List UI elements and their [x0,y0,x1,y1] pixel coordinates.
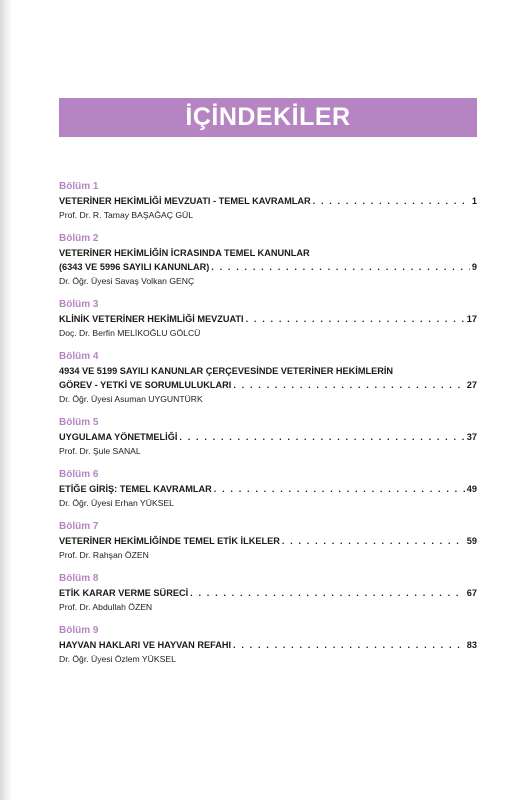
toc-header-banner [59,98,477,137]
page-number: 37 [466,432,477,442]
page-number: 83 [466,640,477,650]
chapter-title-line [59,586,477,600]
dot-leader [246,312,465,326]
chapter-label: Bölüm 6 [59,469,99,480]
chapter-title: ETİĞE GİRİŞ: TEMEL KAVRAMLAR [59,484,212,494]
chapter-title-line [59,194,477,208]
chapter-label: Bölüm 1 [59,181,99,192]
dot-leader [233,638,465,652]
dot-leader [211,260,470,274]
chapter-title: UYGULAMA YÖNETMELİĞİ [59,432,178,442]
chapter-author: Dr. Öğr. Üyesi Asuman UYGUNTÜRK [59,394,203,404]
toc-entry[interactable] [59,232,477,288]
book-spine-shadow [0,0,12,800]
chapter-title-line [59,364,477,378]
toc-entry[interactable] [59,350,477,406]
chapter-author: Doç. Dr. Berfin MELİKOĞLU GÖLCÜ [59,328,201,338]
dot-leader [313,194,470,208]
chapter-title: GÖREV - YETKİ VE SORUMLULUKLARI [59,380,232,390]
dot-leader [282,534,465,548]
toc-entry[interactable] [59,520,477,562]
chapter-title-line [59,312,477,326]
chapter-author: Dr. Öğr. Üyesi Özlem YÜKSEL [59,654,176,664]
chapter-author: Prof. Dr. R. Tamay BAŞAĞAÇ GÜL [59,210,194,220]
chapter-title: ETİK KARAR VERME SÜRECİ [59,588,189,598]
chapter-title-line [59,378,477,392]
toc-entry[interactable] [59,624,477,666]
chapter-title: 4934 VE 5199 SAYILI KANUNLAR ÇERÇEVESİNDE VETERİNER HEKİMLERİN [59,366,394,376]
toc-entry[interactable] [59,416,477,458]
chapter-title-line [59,430,477,444]
chapter-title: VETERİNER HEKİMLİĞİN İCRASINDA TEMEL KANUNLAR [59,248,310,258]
chapter-label: Bölüm 4 [59,351,99,362]
toc-entry[interactable] [59,468,477,510]
page-number: 9 [471,262,477,272]
page-number: 67 [466,588,477,598]
chapter-author: Prof. Dr. Rahşan ÖZEN [59,550,149,560]
chapter-title: KLİNİK VETERİNER HEKİMLİĞİ MEVZUATI [59,314,244,324]
chapter-title: (6343 VE 5996 SAYILI KANUNLAR) [59,262,210,272]
page-number: 1 [471,196,477,206]
toc-entry[interactable] [59,298,477,340]
chapter-label: Bölüm 8 [59,573,99,584]
dot-leader [233,378,464,392]
chapter-title-line [59,246,477,260]
chapter-title-line [59,534,477,548]
dot-leader [190,586,465,600]
dot-leader [179,430,464,444]
chapter-author: Dr. Öğr. Üyesi Savaş Volkan GENÇ [59,276,195,286]
page-number: 49 [466,484,477,494]
chapter-title: VETERİNER HEKİMLİĞİNDE TEMEL ETİK İLKELER [59,536,280,546]
chapter-label: Bölüm 9 [59,625,99,636]
page-number: 27 [466,380,477,390]
chapter-title-line [59,482,477,496]
chapter-label: Bölüm 7 [59,521,99,532]
toc-entry[interactable] [59,180,477,222]
page-number: 17 [466,314,477,324]
chapter-author: Dr. Öğr. Üyesi Erhan YÜKSEL [59,498,174,508]
chapter-label: Bölüm 2 [59,233,99,244]
chapter-title-line [59,638,477,652]
chapter-title: VETERİNER HEKİMLİĞİ MEVZUATI - TEMEL KAVRAMLAR [59,196,311,206]
chapter-author: Prof. Dr. Abdullah ÖZEN [59,602,153,612]
table-of-contents [59,180,477,666]
page-number: 59 [466,536,477,546]
dot-leader [214,482,465,496]
chapter-author: Prof. Dr. Şule SANAL [59,446,141,456]
toc-entry[interactable] [59,572,477,614]
chapter-title-line [59,260,477,274]
chapter-label: Bölüm 5 [59,417,99,428]
page-title: İÇİNDEKİLER [185,103,351,131]
chapter-label: Bölüm 3 [59,299,99,310]
chapter-title: HAYVAN HAKLARI VE HAYVAN REFAHI [59,640,232,650]
